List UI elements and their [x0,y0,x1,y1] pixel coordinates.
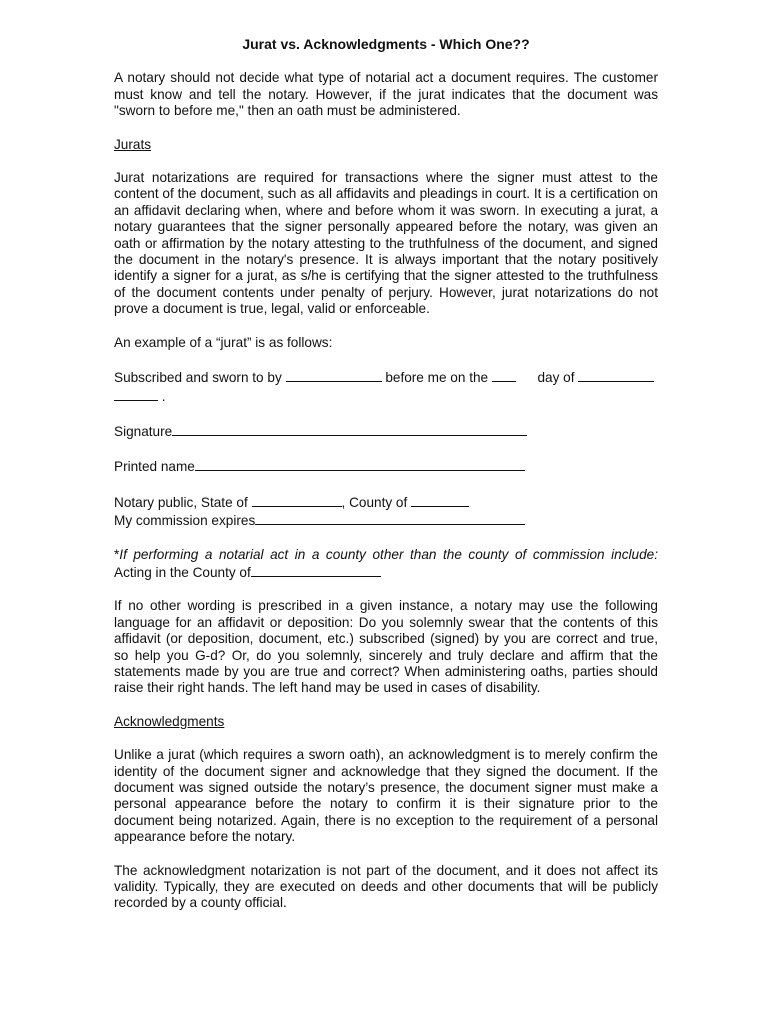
day-number-blank [492,368,516,382]
signature-line [114,422,658,440]
intro-paragraph: A notary should not decide what type of notarial act a document requires. The customer must know and tell the notary. However, if the jurat indicates that the document was "sworn to before me," then an oath must be administered. [114,70,658,119]
acknowledgments-paragraph-1: Unlike a jurat (which requires a sworn oath), an acknowledgment is to merely confirm the identity of the document signer and acknowledge that they signed the document. If the document was signed outside the notary’s presence, the document signer must make a personal appearance before the notary to confirm it is their signature prior to the document being notarized. Again, there is no exception to the requirement of a personal appearance before the notary. [114,747,658,845]
county-note-asterisk: * [114,546,120,562]
day-of-label: day of [537,370,575,386]
month-blank [578,368,654,382]
before-me-label: before me on the [385,370,489,386]
county-note-italic: If performing a notarial act in a county other than the county of commission include: [119,546,658,562]
commission-label: My commission expires [114,513,256,529]
county-note-label: Acting in the County of [114,564,251,580]
jurat-example-intro: An example of a “jurat” is as follows: [114,334,333,350]
acting-county-blank [251,563,381,577]
printed-name-blank [195,457,525,471]
signature-blank [172,422,527,436]
notary-state-label: Notary public, State of [114,494,248,510]
printed-name-line [114,457,658,475]
subscribed-label: Subscribed and sworn to by [114,370,282,386]
jurats-paragraph: Jurat notarizations are required for transactions where the signer must attest to the content of the document, such as all affidavits and pleadings in court. It is a certification on an affidavit declaring when, where and before whom it was sworn. In executing a jurat, a notary guarantees that the signer personally appeared before the notary, was given an oath or affirmation by the notary attesting to the truthfulness of the document, and signed the document in the notary's presence. It is always important that the notary positively identify a signer for a jurat, as s/he is certifying that the signer attested to the truthfulness of the document contents under penalty of perjury. However, jurat notarizations do not prove a document is true, legal, valid or enforceable. [114,170,658,317]
commission-line [114,511,658,529]
year-line [114,387,658,405]
state-blank [252,493,342,507]
page-title: Jurat vs. Acknowledgments - Which One?? [242,36,530,52]
notary-state-line [114,493,658,511]
county-note [114,547,658,582]
printed-name-label: Printed name [114,459,195,475]
subscribed-line [114,368,658,386]
acknowledgments-heading: Acknowledgments [114,713,225,729]
document-content [114,36,658,912]
signature-label: Signature [114,423,173,439]
acknowledgments-paragraph-2: The acknowledgment notarization is not part of the document, and it does not affect its validity. Typically, they are executed on deeds and other documents that will be publicly recorded by a county official. [114,862,658,911]
county-label: , County of [341,494,408,510]
jurat-form [114,368,658,529]
signer-name-blank [286,368,382,382]
oath-paragraph: If no other wording is prescribed in a given instance, a notary may use the following language for an affidavit or deposition: Do you solemnly swear that the contents of this affidavit (or deposition, document, etc.) subscribed (signed) by you are correct and true, so help you G-d? Or, do you solemnly, sincerely and truly declare and affirm that the statements made by you are true and correct? When administering oaths, parties should raise their right hands. The left hand may be used in cases of disability. [114,598,658,696]
county-blank [411,493,469,507]
year-end: . [161,388,166,404]
jurats-heading: Jurats [114,136,152,152]
commission-blank [255,511,525,525]
year-blank [114,387,158,401]
